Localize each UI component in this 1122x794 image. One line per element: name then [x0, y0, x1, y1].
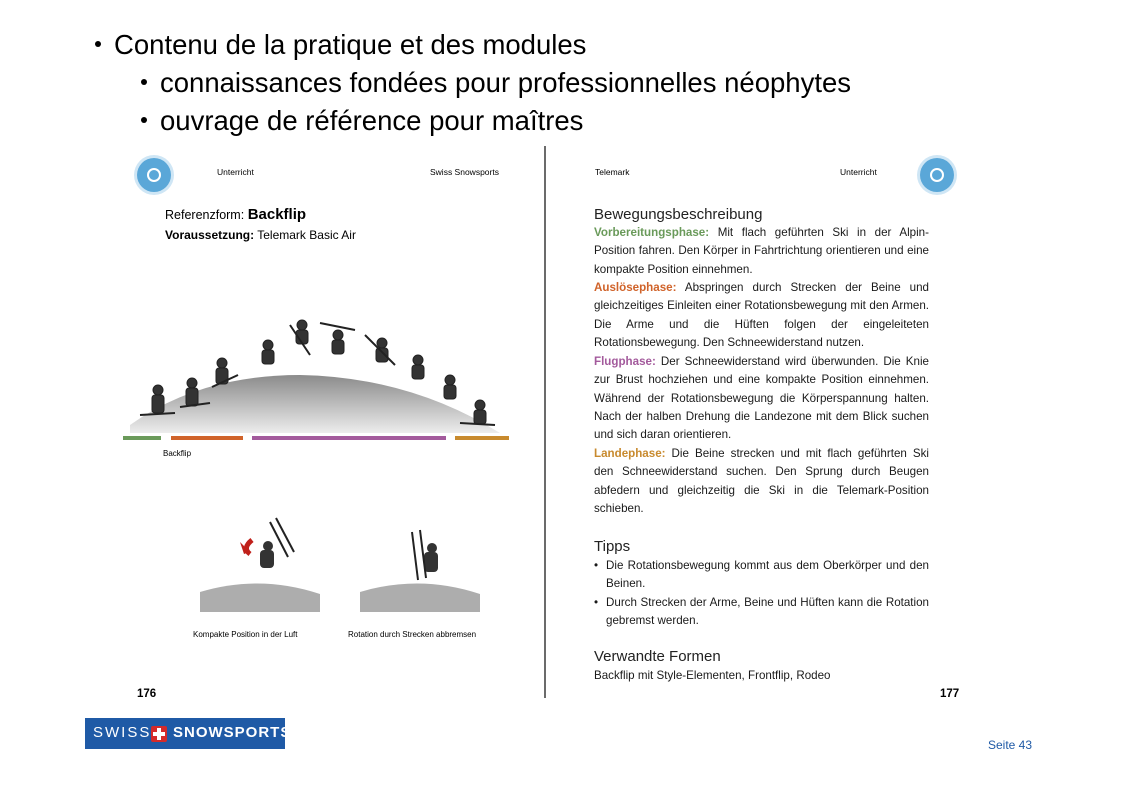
bullet-sub1-text: connaissances fondées pour professionnelles néophytes — [160, 67, 852, 98]
prerequisite — [165, 228, 356, 242]
bullet-dot-icon — [141, 79, 147, 85]
phase-bar-preparation — [123, 436, 161, 440]
right-page-number: 177 — [940, 688, 960, 700]
phase-bar-landing — [455, 436, 509, 440]
tip-bullet-icon: • — [594, 559, 599, 572]
phase-takeoff — [594, 279, 929, 352]
rotation-braking-illustration — [360, 522, 480, 622]
phase-preparation-text: Mit flach geführten Ski in der Alpin-Position fahren. Den Körper in Fahrtrichtung orientieren und eine kompakte Position einnehmen. — [594, 226, 929, 276]
bullet-main — [92, 28, 586, 62]
book-spine — [544, 146, 546, 698]
compact-position-illustration — [200, 512, 320, 622]
phase-flight-label: Flugphase: — [594, 355, 656, 368]
prereq-value: Telemark Basic Air — [257, 228, 356, 242]
logo-text-swiss: SWISS — [93, 724, 152, 741]
prereq-label: Voraussetzung: — [165, 228, 255, 242]
phase-bar-flight — [252, 436, 446, 440]
bullet-sub2-text: ouvrage de référence pour maîtres — [160, 105, 584, 136]
caption-rotation-braking: Rotation durch Strecken abbremsen — [348, 630, 477, 639]
ref-value: Backflip — [247, 206, 307, 223]
bullet-dot-icon — [95, 41, 101, 47]
bullet-dot-icon — [141, 117, 147, 123]
swiss-snowsports-emblem-icon — [137, 158, 171, 192]
section-title-tips: Tipps — [594, 538, 631, 555]
caption-compact-position: Kompakte Position in der Luft — [193, 630, 298, 639]
phase-takeoff-label: Auslösephase: — [594, 281, 677, 294]
tip-2 — [594, 594, 929, 631]
ref-label: Referenzform: — [165, 208, 245, 222]
section-title-movement: Bewegungsbeschreibung — [594, 206, 763, 223]
phase-flight-text: Der Schneewiderstand wird überwunden. Die Knie zur Brust hochziehen und eine kompakte Position einnehmen. Während der Rotationsbewegung die Körperspannung halten. Nach der halben Drehung die Landezone mit dem Blick suchen und sich daran orientieren. — [594, 355, 929, 442]
logo-text-snowsports: SNOWSPORTS — [173, 724, 292, 741]
swiss-snowsports-logo — [85, 718, 292, 749]
figure-caption: Backflip — [163, 449, 192, 458]
bullet-sub2 — [138, 104, 583, 138]
phase-landing — [594, 445, 929, 518]
right-header-chapter: Unterricht — [840, 167, 877, 177]
tip-bullet-icon: • — [594, 596, 599, 609]
section-title-related: Verwandte Formen — [594, 648, 721, 665]
slide-page-number: Seite 43 — [988, 738, 1033, 752]
phase-landing-label: Landephase: — [594, 447, 666, 460]
phase-preparation-label: Vorbereitungsphase: — [594, 226, 710, 239]
left-header-section: Unterricht — [217, 167, 254, 177]
related-forms: Backflip mit Style-Elementen, Frontflip, Rodeo — [594, 669, 831, 682]
phase-flight — [594, 353, 929, 444]
backflip-sequence-illustration — [120, 305, 515, 440]
phase-preparation — [594, 224, 929, 279]
tip-1 — [594, 557, 929, 594]
bullet-sub1 — [138, 66, 851, 100]
tip-1-text: Die Rotationsbewegung kommt aus dem Oberkörper und den Beinen. — [606, 559, 929, 591]
bullet-main-text: Contenu de la pratique et des modules — [114, 29, 587, 60]
phase-bar-takeoff — [171, 436, 243, 440]
tip-2-text: Durch Strecken der Arme, Beine und Hüften kann die Rotation gebremst werden. — [606, 596, 929, 628]
reference-form — [165, 206, 306, 223]
left-page-number: 176 — [137, 688, 157, 700]
left-header-publisher: Swiss Snowsports — [430, 167, 499, 177]
phase-landing-text: Die Beine strecken und mit flach geführten Ski den Schneewiderstand suchen. Den Sprung durch Beugen abfedern und gleichzeitig die Ski in die Telemark-Position schieben. — [594, 447, 929, 515]
swiss-snowsports-emblem-icon — [920, 158, 954, 192]
swiss-cross-icon — [151, 726, 167, 742]
right-header-section: Telemark — [595, 167, 630, 177]
phase-takeoff-text: Abspringen durch Strecken der Beine und gleichzeitiges Einleiten einer Rotationsbewegung mit den Armen. Die Arme und die Hüften folgen der eingeleiteten Rotationsbewegung. Den Schneewiderstand nutzen. — [594, 281, 929, 349]
